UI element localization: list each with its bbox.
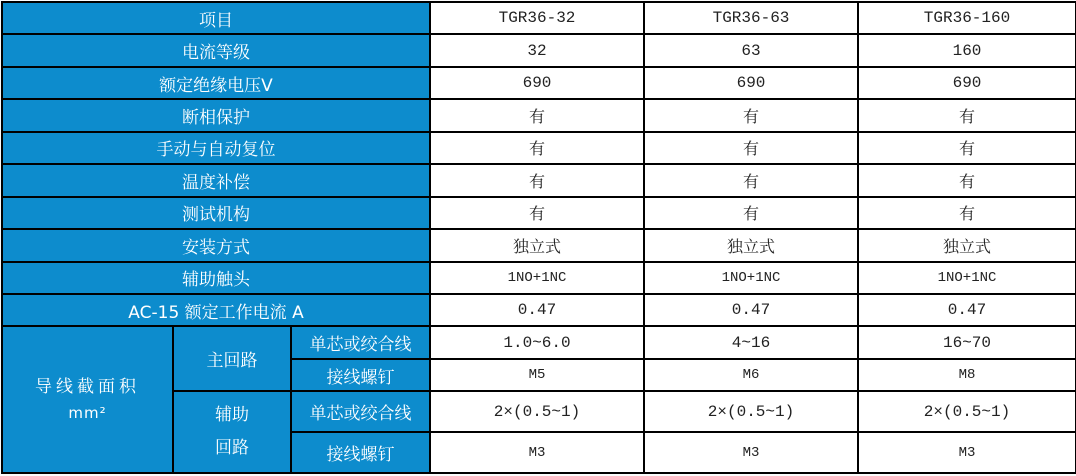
value-cell: 1NO+1NC <box>430 262 644 294</box>
row-label-cell: 手动与自动复位 <box>2 132 430 164</box>
value-cell: M5 <box>430 359 644 391</box>
value-cell: 有 <box>430 132 644 164</box>
main-circuit-label-cell: 主回路 <box>173 326 291 391</box>
value-cell: 0.47 <box>644 294 858 326</box>
value-cell: M3 <box>858 432 1076 473</box>
value-cell: 4~16 <box>644 326 858 358</box>
value-cell: 32 <box>430 34 644 66</box>
row-label-cell: 测试机构 <box>2 197 430 229</box>
table-row <box>2 34 1076 66</box>
row-label-cell: 额定绝缘电压V <box>2 67 430 99</box>
value-cell: 有 <box>858 164 1076 196</box>
row-label-cell: AC-15 额定工作电流 A <box>2 294 430 326</box>
value-cell: 有 <box>644 132 858 164</box>
value-cell: 有 <box>858 197 1076 229</box>
value-cell: 0.47 <box>430 294 644 326</box>
table-row <box>2 99 1076 131</box>
aux-circuit-label-cell <box>173 391 291 473</box>
sub-row-label-cell: 接线螺钉 <box>291 432 430 473</box>
value-cell: M3 <box>430 432 644 473</box>
value-cell: 160 <box>858 34 1076 66</box>
table-row <box>2 132 1076 164</box>
value-cell: 16~70 <box>858 326 1076 358</box>
value-cell: 63 <box>644 34 858 66</box>
value-cell: M6 <box>644 359 858 391</box>
value-cell: 690 <box>644 67 858 99</box>
model-header-cell: TGR36-160 <box>858 2 1076 34</box>
value-cell: 0.47 <box>858 294 1076 326</box>
table-row <box>2 262 1076 294</box>
row-label-cell: 断相保护 <box>2 99 430 131</box>
item-header-cell: 项目 <box>2 2 430 34</box>
value-cell: 独立式 <box>858 229 1076 261</box>
row-label-cell: 安装方式 <box>2 229 430 261</box>
value-cell: M8 <box>858 359 1076 391</box>
value-cell: 有 <box>858 99 1076 131</box>
value-cell: 有 <box>430 164 644 196</box>
table-row <box>2 229 1076 261</box>
table-row <box>2 197 1076 229</box>
model-header-cell: TGR36-32 <box>430 2 644 34</box>
table-row <box>2 294 1076 326</box>
table-row-wire-main-1 <box>2 326 1076 358</box>
value-cell: 有 <box>430 197 644 229</box>
value-cell: 1.0~6.0 <box>430 326 644 358</box>
sub-row-label-cell: 单芯或绞合线 <box>291 326 430 358</box>
row-label-cell: 电流等级 <box>2 34 430 66</box>
spec-table <box>1 1 1076 474</box>
row-label-cell: 温度补偿 <box>2 164 430 196</box>
value-cell: 独立式 <box>644 229 858 261</box>
value-cell: 1NO+1NC <box>644 262 858 294</box>
value-cell: 有 <box>644 197 858 229</box>
value-cell: 690 <box>430 67 644 99</box>
wire-group-title: 导线截面积 <box>35 376 140 397</box>
table-row-header <box>2 2 1076 34</box>
sub-row-label-cell: 单芯或绞合线 <box>291 391 430 432</box>
value-cell: 有 <box>644 99 858 131</box>
row-label-cell: 辅助触头 <box>2 262 430 294</box>
value-cell: 690 <box>858 67 1076 99</box>
value-cell: 1NO+1NC <box>858 262 1076 294</box>
aux-circuit-label-line1: 辅助 <box>215 405 249 426</box>
value-cell: 有 <box>644 164 858 196</box>
value-cell: M3 <box>644 432 858 473</box>
wire-group-label-cell <box>2 326 173 473</box>
wire-group-unit: mm² <box>68 403 107 422</box>
model-header-cell: TGR36-63 <box>644 2 858 34</box>
value-cell: 2×(0.5~1) <box>644 391 858 432</box>
aux-circuit-label-line2: 回路 <box>215 438 249 459</box>
value-cell: 有 <box>858 132 1076 164</box>
table-row <box>2 67 1076 99</box>
sub-row-label-cell: 接线螺钉 <box>291 359 430 391</box>
value-cell: 2×(0.5~1) <box>430 391 644 432</box>
value-cell: 2×(0.5~1) <box>858 391 1076 432</box>
value-cell: 独立式 <box>430 229 644 261</box>
value-cell: 有 <box>430 99 644 131</box>
table-row <box>2 164 1076 196</box>
